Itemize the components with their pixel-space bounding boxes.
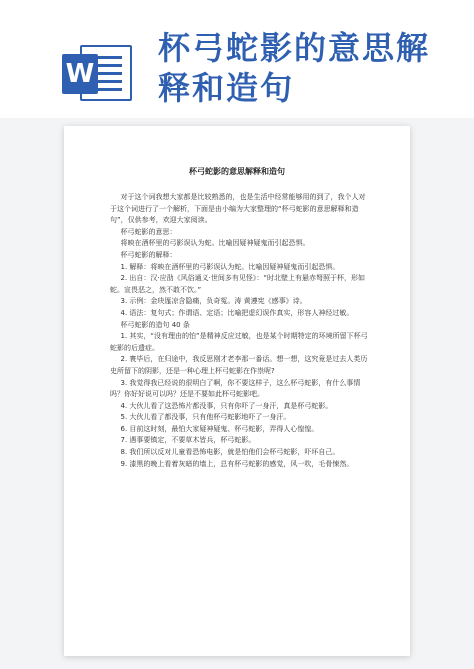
paragraph: 9. 漆黑的晚上看着灰暗的墙上，总有杯弓蛇影的感觉，风一吹，毛骨悚然。 xyxy=(120,459,354,468)
document-title: 杯弓蛇影的意思解释和造句 xyxy=(189,167,285,176)
paragraph: 2. 出自：汉·应劭《风俗通义·世间多有见怪》：“时北壁上有悬赤弩照于杯，形如蛇。宣畏恶之，然不敢不饮。” xyxy=(110,274,365,294)
paragraph: 杯弓蛇影的意思： xyxy=(120,227,177,236)
paragraph: 3. 我觉得我已经说的很明白了啊，你不要这样子，这么杯弓蛇影，有什么事情吗？你好好说可以吗？还是不要如此杯弓蛇影吧。 xyxy=(110,378,361,399)
paragraph: 对于这个词我想大家都是比较熟悉的，也是生活中经常能够用的到了，我个人对于这个词进行了一个解析，下面是由小编为大家整理的“杯弓蛇影的意思解释和造句”，仅供参考，欢迎大家阅读。 xyxy=(110,193,366,225)
word-logo-letter: W xyxy=(62,54,98,94)
paragraph: 1. 其实，“没有理由的怕”是精神反应过敏，也是某个时期特定的环境所留下杯弓蛇影的后遗症。 xyxy=(110,332,368,352)
paragraph: 7. 遇事要镇定，不要草木皆兵，杯弓蛇影。 xyxy=(120,436,256,445)
document-body xyxy=(110,192,372,470)
paragraph: 1. 解释：将映在酒杯里的弓影误认为蛇。比喻因疑神疑鬼而引起恐惧。 xyxy=(120,262,340,271)
word-document-icon xyxy=(62,40,138,104)
paragraph: 杯弓蛇影的造句 40 条 xyxy=(120,320,190,329)
paragraph: 将映在酒杯里的弓影误认为蛇。比喻因疑神疑鬼而引起恐惧。 xyxy=(120,239,310,248)
paragraph: 4. 语法：复句式；作谓语、定语；比喻把虚幻误作真实，形容人神经过敏。 xyxy=(120,308,354,317)
paragraph: 4. 大伙儿看了这恐怖片都没事，只有你吓了一身汗，真是杯弓蛇影。 xyxy=(120,401,333,410)
banner-title: 杯弓蛇影的意思解释和造句 xyxy=(158,29,431,107)
document-page xyxy=(64,126,410,656)
paragraph: 3. 示例：金玦厖凉含隐痛，负奇冤。涛 黄遵宪《感事》诗。 xyxy=(120,297,307,306)
paragraph: 6. 目前这时刻，最怕大家疑神疑鬼、杯弓蛇影，弄得人心惶惶。 xyxy=(120,424,319,433)
header-banner xyxy=(0,0,474,118)
paragraph: 2. 寰毕后，在归途中，我反思刚才老李那一番话。想一想，这究竟是过去人类历史所留下的阴影，还是一种心理上杯弓蛇影在作祟呢? xyxy=(110,355,368,375)
paragraph: 杯弓蛇影的解释： xyxy=(120,250,177,259)
paragraph: 8. 我们所以反对儿童看恐怖电影，就是怕他们会杯弓蛇影，吓坏自己。 xyxy=(120,448,340,457)
paragraph: 5. 大伙儿看了都没事，只有他杯弓蛇影地吓了一身汗。 xyxy=(120,413,291,422)
